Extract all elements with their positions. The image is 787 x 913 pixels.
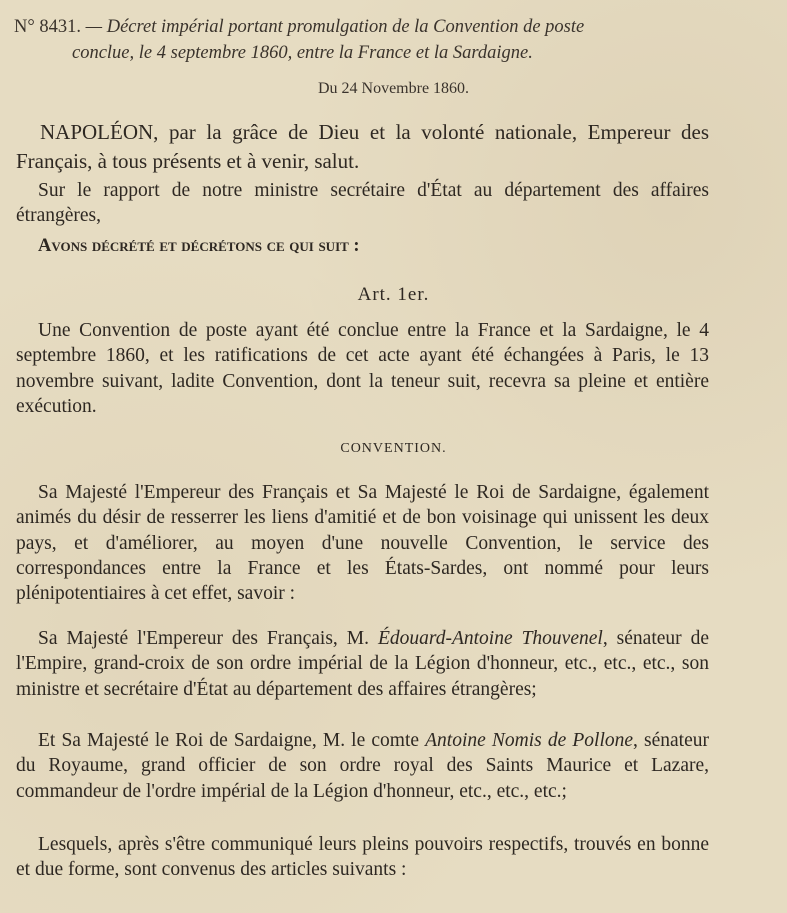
decree-date: Du 24 Novembre 1860. bbox=[317, 80, 470, 97]
article-heading: Art. 1er. bbox=[357, 284, 430, 305]
convention-heading: CONVENTION. bbox=[340, 441, 447, 456]
plenipotentiary-france: Sa Majesté l'Empereur des Français, M. Édouard-Antoine Thouvenel, sénateur de l'Empire, grand-croix de son ordre impérial de la Légion d'honneur, etc., etc., etc., son ministre et secrétaire d'État au département des affaires étrangères; bbox=[16, 628, 709, 700]
decree-title-line2: conclue, le 4 septembre 1860, entre la France et la Sardaigne. bbox=[72, 43, 533, 63]
enactment-formula: Avons décrété et décrétons ce qui suit : bbox=[38, 236, 360, 256]
agreement-paragraph: Lesquels, après s'être communiqué leurs pleins pouvoirs respectifs, trouvés en bonne et due forme, sont convenus des articles suivants : bbox=[16, 834, 709, 881]
convention-preamble: Sa Majesté l'Empereur des Français et Sa Majesté le Roi de Sardaigne, également animés du désir de resserrer les liens d'amitié et de bon voisinage qui unissent les deux pays, et d'améliorer, au moyen d'une nouvelle Convention, le service des correspondances entre la France et les États-Sardes, ont nommé pour leurs plénipotentiaires à cet effet, savoir : bbox=[16, 482, 709, 605]
decree-title-line1: — Décret impérial portant promulgation de la Convention de poste bbox=[85, 17, 585, 37]
preamble-paragraph: NAPOLÉON, par la grâce de Dieu et la volonté nationale, Empereur des Français, à tous présents et à venir, salut. bbox=[16, 120, 709, 173]
plenipotentiary-sardinia-name: Antoine Nomis de Pollone bbox=[425, 730, 634, 751]
plenipotentiary-sardinia: Et Sa Majesté le Roi de Sardaigne, M. le comte Antoine Nomis de Pollone, sénateur du Royaume, grand officier de son ordre royal des Saints Maurice et Lazare, commandeur de l'ordre impérial de la Légion d'honneur, etc., etc., etc.; bbox=[16, 730, 710, 802]
report-paragraph: Sur le rapport de notre ministre secrétaire d'État au département des affaires étrangères, bbox=[16, 180, 709, 227]
article-1-text: Une Convention de poste ayant été conclue entre la France et la Sardaigne, le 4 septembre 1860, et les ratifications de cet acte ayant été échangées à Paris, le 13 novembre suivant, ladite Convention, dont la teneur suit, recevra sa pleine et entière exécution. bbox=[16, 320, 709, 417]
decree-number: N° 8431. bbox=[14, 17, 82, 37]
decree-header bbox=[14, 14, 769, 66]
plenipotentiary-france-name: Édouard-Antoine Thouvenel bbox=[377, 628, 603, 649]
